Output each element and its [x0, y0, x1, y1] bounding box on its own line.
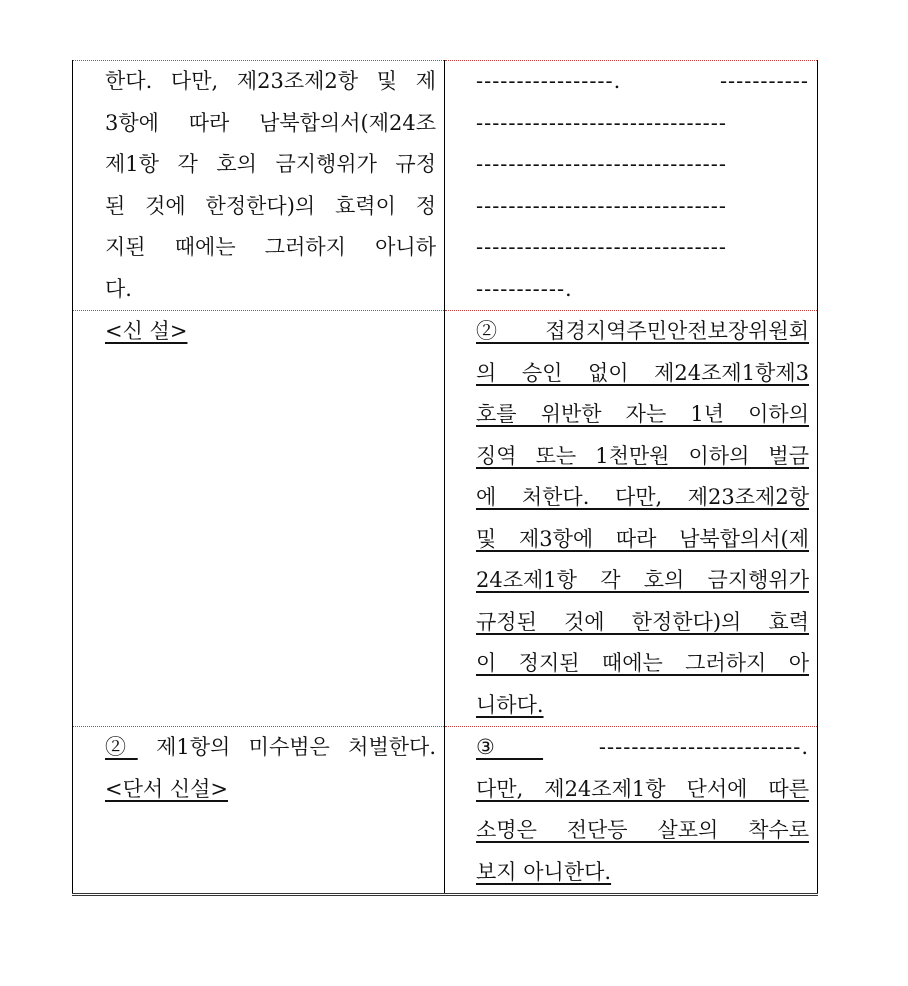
table-cell-amended [445, 61, 818, 311]
text-line: -------------------------. [543, 735, 809, 759]
table-cell-amended [445, 727, 818, 895]
text-line: 제1항의 미수범은 처벌한다. [137, 735, 436, 759]
text-line: -----------------. ----------- [476, 69, 809, 93]
new-provision-note: <신 설> [105, 319, 188, 343]
table-cell-current [73, 727, 445, 895]
text-line: 규정된 것에 한정한다)의 효력 [476, 609, 809, 634]
text-line: -----------. [476, 276, 573, 301]
text-line: 니하다. [476, 692, 544, 717]
table-row [73, 311, 818, 727]
text-line: 보지 아니한다. [476, 859, 612, 884]
text-line: 징역 또는 1천만원 이하의 벌금 [476, 443, 809, 468]
text-line: 다. [105, 276, 132, 301]
text-line: 24조제1항 각 호의 금지행위가 [476, 568, 809, 592]
table-row [73, 61, 818, 311]
text-line: 제1항 각 호의 금지행위가 규정 [105, 152, 436, 176]
text-line: ------------------------------- [476, 193, 727, 218]
text-line: ------------------------------- [476, 110, 727, 135]
table-row [73, 727, 818, 895]
comparison-table [72, 60, 818, 896]
text-line: 소명은 전단등 살포의 착수로 [476, 818, 809, 842]
text-line: 의 승인 없이 제24조제1항제3 [476, 360, 809, 385]
text-line: 3항에 따라 남북합의서(제24조 [105, 110, 436, 135]
text-line: 된 것에 한정한다)의 효력이 정 [105, 193, 436, 218]
table-cell-current [73, 311, 445, 727]
paragraph-number: ③ [476, 735, 544, 759]
text-line: 다만, 제24조제1항 단서에 따른 [476, 776, 809, 801]
text-line: 이 정지된 때에는 그러하지 아 [476, 651, 809, 675]
text-line: ------------------------------- [476, 235, 727, 259]
paragraph-number: ② [105, 735, 138, 759]
new-proviso-note: <단서 신설> [105, 776, 229, 801]
text-line: ②접경지역주민안전보장위원회 [476, 319, 809, 343]
table-cell-current [73, 61, 445, 311]
text-line: 및 제3항에 따라 남북합의서(제 [476, 526, 809, 551]
table-cell-amended [445, 311, 818, 727]
text-line: 지된 때에는 그러하지 아니하 [105, 235, 436, 259]
text-line: 에 처한다. 다만, 제23조제2항 [476, 485, 809, 509]
text-line: 한다. 다만, 제23조제2항 및 제 [105, 69, 436, 93]
text-line: 호를 위반한 자는 1년 이하의 [476, 402, 809, 426]
text-line: ------------------------------- [476, 152, 727, 176]
